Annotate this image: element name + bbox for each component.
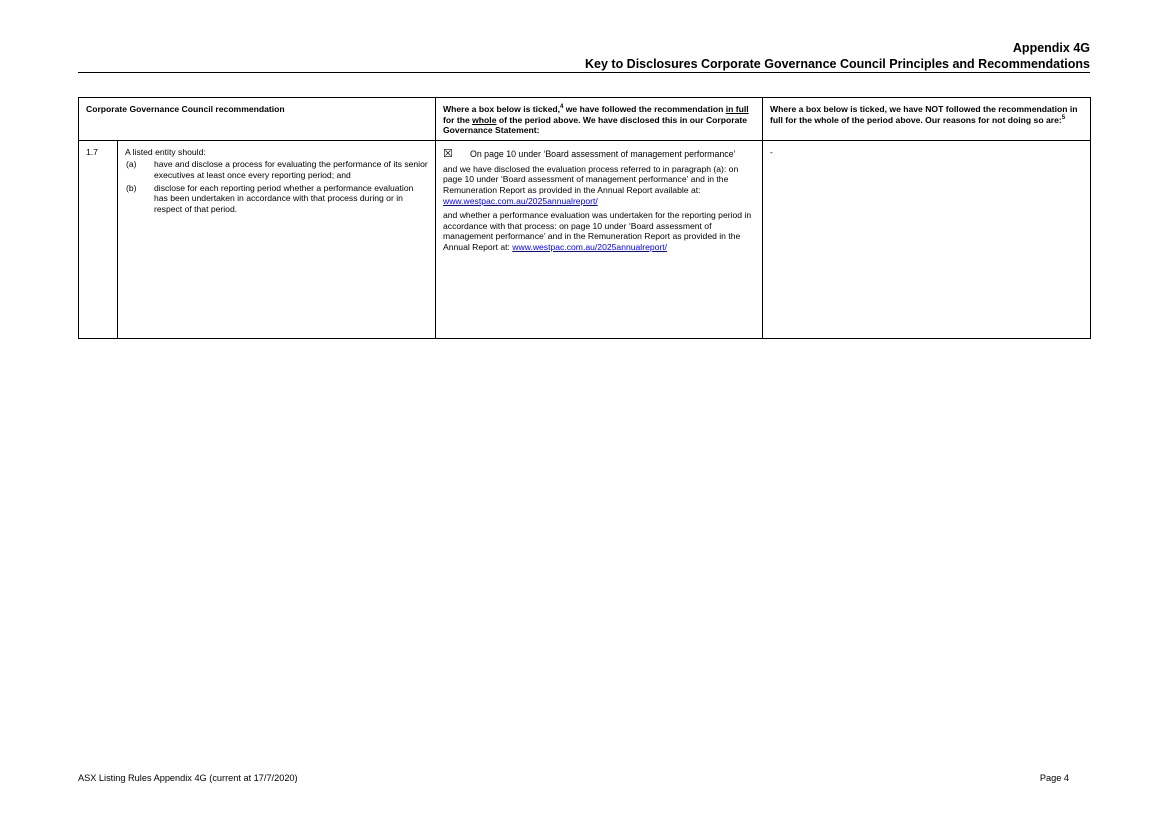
evaluation-undertaken-paragraph	[443, 210, 755, 252]
item-b-label: (b)	[126, 182, 137, 193]
recommendation-item-a	[125, 159, 428, 180]
item-a-text: have and disclose a process for evaluating the performance of its senior executives at least once every reporting period; and	[154, 159, 428, 180]
table-header-row	[79, 98, 1091, 141]
header-document-title: Key to Disclosures Corporate Governance Council Principles and Recommendations	[585, 57, 1090, 71]
tick-line	[443, 149, 755, 160]
item-b-text: disclose for each reporting period whether a performance evaluation has been undertaken in accordance with that process during or in respect of that period.	[154, 182, 414, 214]
not-followed-cell	[763, 140, 1091, 338]
col2-part3: for the	[443, 114, 473, 125]
recommendation-number-text: 1.7	[86, 146, 98, 157]
annual-report-link-2[interactable]: www.westpac.com.au/2025annualreport/	[512, 241, 668, 252]
recommendation-item-b	[125, 183, 428, 215]
col3-text: Where a box below is ticked, we have NOT followed the recommendation in full for the whole of the period above. Our reasons for not doing so are:	[770, 104, 1078, 125]
header-rule	[78, 72, 1090, 73]
col2-whole: whole	[472, 114, 497, 125]
tick-text: On page 10 under ‘Board assessment of management performance’	[470, 148, 736, 159]
footnote-4: 4	[560, 104, 564, 111]
footer-source: ASX Listing Rules Appendix 4G (current at 17/7/2020)	[78, 773, 298, 783]
followed-cell	[436, 140, 763, 338]
recommendation-text-cell	[118, 140, 436, 338]
table-row	[79, 140, 1091, 338]
page-number: Page 4	[1039, 773, 1069, 783]
col2-part4: of the period above. We have disclosed this in our Corporate Governance Statement:	[443, 114, 748, 136]
para2-text: and whether a performance evaluation was undertaken for the reporting period in accordance with that process: on page 10 under ‘Board assessment of management performance’ and in the Remuneration Report as provided in the Annual Report at:	[443, 210, 752, 252]
col-header-not-followed	[763, 98, 1091, 141]
page-header	[585, 40, 1090, 72]
para1-text: and we have disclosed the evaluation process referred to in paragraph (a): on page 10 under ‘Board assessment of management performance’ and in the Remuneration Report as provided in the Annual Report available at:	[443, 163, 739, 195]
recommendation-table	[78, 97, 1091, 339]
evaluation-process-paragraph	[443, 164, 755, 206]
annual-report-link-1[interactable]: www.westpac.com.au/2025annualreport/	[443, 195, 598, 206]
footnote-5: 5	[1061, 114, 1066, 121]
recommendation-number	[79, 140, 118, 338]
col-header-recommendation-text: Corporate Governance Council recommendation	[86, 104, 285, 114]
checked-box-icon[interactable]: ☒	[443, 147, 453, 160]
col2-part1: Where a box below is ticked,	[443, 104, 561, 114]
col-header-recommendation	[79, 98, 436, 141]
item-a-label: (a)	[126, 159, 137, 170]
header-appendix-title: Appendix 4G	[1012, 41, 1090, 55]
col2-in-full: in full	[725, 104, 749, 114]
recommendation-intro: A listed entity should:	[125, 146, 206, 157]
col-header-followed	[436, 98, 763, 141]
not-followed-text: -	[770, 146, 773, 157]
col2-part2: we have followed the recommendation	[563, 104, 726, 114]
